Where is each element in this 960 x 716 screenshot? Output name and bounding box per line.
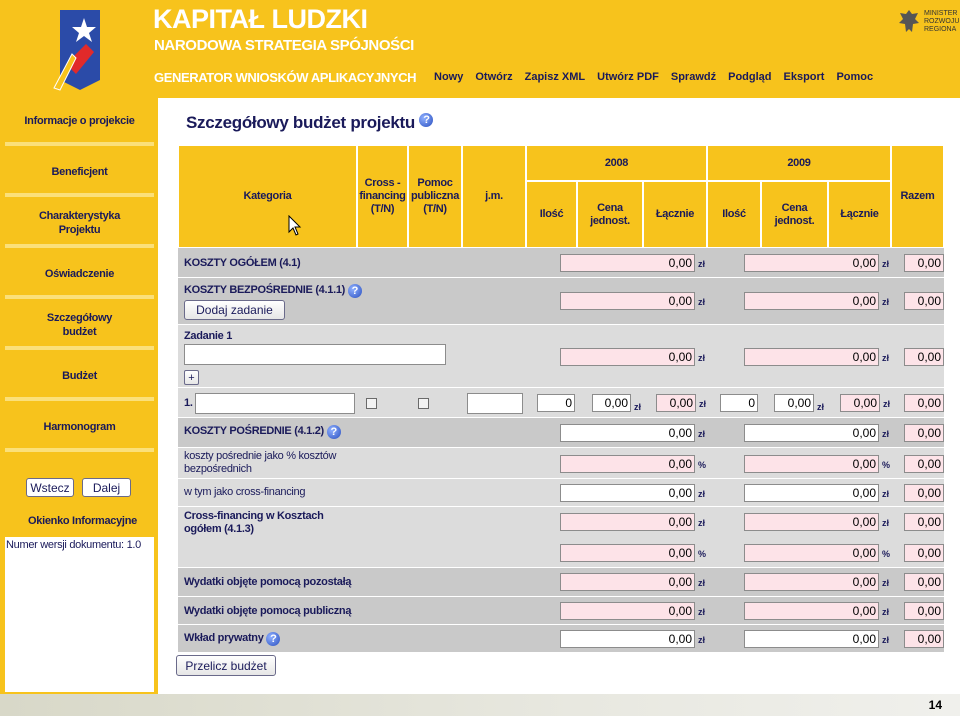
- cross-2009-field[interactable]: 0,00: [744, 484, 879, 502]
- unit-price-2008-input[interactable]: 0,00: [592, 394, 631, 412]
- menu-otworz[interactable]: Otwórz: [475, 71, 513, 83]
- help-icon[interactable]: ?: [327, 425, 341, 439]
- brand-subtitle: NARODOWA STRATEGIA SPÓJNOŚCI: [154, 37, 414, 54]
- menu-utworz-pdf[interactable]: Utwórz PDF: [597, 71, 659, 83]
- private-2009-field[interactable]: 0,00: [744, 630, 879, 648]
- unit-label: %: [698, 549, 707, 559]
- row-label: KOSZTY OGÓŁEM (4.1): [184, 257, 301, 269]
- lacznie-2008-field[interactable]: 0,00: [560, 348, 695, 366]
- menu-sprawdz[interactable]: Sprawdź: [670, 71, 717, 83]
- row-koszty-posrednie: [178, 418, 944, 448]
- header-pomoc-publiczna: Pomoc publiczna (T/N): [408, 145, 462, 248]
- razem-field[interactable]: 0,00: [904, 292, 944, 310]
- indirect-2009-field[interactable]: 0,00: [744, 424, 879, 442]
- row-koszty-bezposrednie: [178, 278, 944, 325]
- brand-title: KAPITAŁ LUDZKI: [153, 4, 368, 34]
- sidebar-item-oswiadczenie[interactable]: Oświadczenie: [5, 253, 154, 299]
- unit-label: zł: [698, 429, 706, 439]
- sidebar-item-harmonogram[interactable]: Harmonogram: [5, 406, 154, 452]
- razem-field[interactable]: 0,00: [904, 254, 944, 272]
- sidebar-item-beneficjent[interactable]: Beneficjent: [5, 151, 154, 197]
- unit-label: zł: [883, 399, 891, 409]
- page-title: Szczegółowy budżet projektu ?: [186, 113, 433, 133]
- row-label: 1.: [184, 397, 193, 409]
- razem-field[interactable]: 0,00: [904, 348, 944, 366]
- header-razem: Razem: [891, 145, 944, 248]
- other-aid-2009-field[interactable]: 0,00: [744, 573, 879, 591]
- top-menu: [434, 71, 885, 83]
- razem-field[interactable]: 0,00: [904, 394, 944, 412]
- private-2008-field[interactable]: 0,00: [560, 630, 695, 648]
- unit-label: zł: [882, 518, 890, 528]
- row-label: Wkład prywatny ?: [184, 632, 280, 646]
- add-task-button[interactable]: Dodaj zadanie: [184, 300, 285, 320]
- header-cena-2008: Cena jednost.: [577, 181, 643, 248]
- sidebar-item-charakterystyka[interactable]: Charakterystyka Projektu: [5, 202, 154, 248]
- row-posrednie-procent: [178, 448, 944, 479]
- row-label: Wydatki objęte pomocą pozostałą: [184, 576, 352, 588]
- row-wklad-prywatny: [178, 625, 944, 653]
- unit-label: zł: [698, 489, 706, 499]
- lacznie-2009-field[interactable]: 0,00: [744, 254, 879, 272]
- unit-price-2009-input[interactable]: 0,00: [774, 394, 814, 412]
- razem-field[interactable]: 0,00: [904, 424, 944, 442]
- unit-label: zł: [698, 297, 706, 307]
- row-koszty-ogolem: [178, 248, 944, 278]
- percent-2009-field[interactable]: 0,00: [744, 455, 879, 473]
- header-lacznie-2008: Łącznie: [643, 181, 707, 248]
- unit-label: zł: [882, 259, 890, 269]
- row-label: KOSZTY POŚREDNIE (4.1.2) ?: [184, 425, 341, 439]
- percent-2008-field[interactable]: 0,00: [560, 455, 695, 473]
- quantity-2009-input[interactable]: 0: [720, 394, 758, 412]
- cross-financing-checkbox[interactable]: [366, 398, 377, 409]
- help-icon[interactable]: ?: [348, 284, 362, 298]
- sidebar-item-szczegolowy-budzet[interactable]: Szczegółowy budżet: [5, 304, 154, 350]
- razem-field[interactable]: 0,00: [904, 630, 944, 648]
- header-kategoria: Kategoria: [178, 145, 357, 248]
- ministry-text: MINISTER ROZWOJU REGIONA: [924, 10, 960, 33]
- unit-label: zł: [698, 259, 706, 269]
- unit-label: %: [882, 460, 891, 470]
- recalculate-budget-button[interactable]: Przelicz budżet: [176, 655, 276, 676]
- row-label: Zadanie 1: [184, 330, 233, 342]
- header-year-2009: 2009: [707, 145, 891, 181]
- unit-label: zł: [698, 635, 706, 645]
- help-icon[interactable]: ?: [419, 113, 433, 127]
- footer-bar: [0, 694, 960, 716]
- unit-measure-input[interactable]: [467, 393, 523, 414]
- menu-zapisz-xml[interactable]: Zapisz XML: [524, 71, 586, 83]
- position-name-input[interactable]: [195, 393, 355, 414]
- razem-field[interactable]: 0,00: [904, 544, 944, 562]
- add-position-button[interactable]: +: [184, 370, 199, 385]
- indirect-2008-field[interactable]: 0,00: [560, 424, 695, 442]
- lacznie-2008-field[interactable]: 0,00: [560, 254, 695, 272]
- unit-label: zł: [882, 429, 890, 439]
- unit-label: zł: [882, 635, 890, 645]
- razem-field[interactable]: 0,00: [904, 484, 944, 502]
- header-cross-financing: Cross - financing (T/N): [357, 145, 408, 248]
- razem-field[interactable]: 0,00: [904, 573, 944, 591]
- unit-label: zł: [882, 607, 890, 617]
- row-label: Cross-financing w Kosztach ogółem (4.1.3): [184, 510, 324, 535]
- cross-pct-2008-field[interactable]: 0,00: [560, 544, 695, 562]
- row-label: w tym jako cross-financing: [184, 486, 306, 498]
- generator-title: GENERATOR WNIOSKÓW APLIKACYJNYCH: [154, 70, 417, 85]
- sidebar-item-budzet[interactable]: Budżet: [5, 355, 154, 401]
- razem-field[interactable]: 0,00: [904, 455, 944, 473]
- lacznie-2008-field[interactable]: 0,00: [560, 292, 695, 310]
- row-cross-financing: [178, 479, 944, 507]
- unit-label: zł: [882, 489, 890, 499]
- header-cena-2009: Cena jednost.: [761, 181, 828, 248]
- row-zadanie: [178, 325, 944, 388]
- budget-table: [178, 145, 944, 653]
- page-number: 14: [928, 698, 942, 712]
- sidebar-item-informacje[interactable]: Informacje o projekcie: [5, 100, 154, 146]
- header-banner: [0, 0, 960, 98]
- info-panel-text: Numer wersji dokumentu: 1.0: [6, 539, 141, 551]
- row-wydatki-pozostala: [178, 568, 944, 597]
- unit-label: zł: [882, 297, 890, 307]
- help-icon[interactable]: ?: [266, 632, 280, 646]
- unit-label: zł: [698, 353, 706, 363]
- row-cross-ogolem: [178, 507, 944, 568]
- unit-label: %: [882, 549, 891, 559]
- header-ilosc-2009: Ilość: [707, 181, 761, 248]
- task-name-input[interactable]: [184, 344, 446, 365]
- public-aid-2009-field[interactable]: 0,00: [744, 602, 879, 620]
- cross-total-2009-field[interactable]: 0,00: [744, 513, 879, 531]
- unit-label: zł: [698, 607, 706, 617]
- header-ilosc-2008: Ilość: [526, 181, 577, 248]
- cross-2008-field[interactable]: 0,00: [560, 484, 695, 502]
- header-lacznie-2009: Łącznie: [828, 181, 891, 248]
- quantity-2008-input[interactable]: 0: [537, 394, 575, 412]
- next-button[interactable]: Dalej: [82, 478, 131, 497]
- info-panel-title: Okienko Informacyjne: [28, 515, 137, 527]
- eagle-emblem-icon: [898, 8, 920, 36]
- mouse-cursor-icon: [288, 215, 302, 237]
- total-2009-field[interactable]: 0,00: [840, 394, 880, 412]
- cross-total-2008-field[interactable]: 0,00: [560, 513, 695, 531]
- menu-eksport[interactable]: Eksport: [783, 71, 825, 83]
- row-label: Wydatki objęte pomocą publiczną: [184, 605, 352, 617]
- menu-pomoc[interactable]: Pomoc: [836, 71, 874, 83]
- unit-label: zł: [882, 578, 890, 588]
- header-year-2008: 2008: [526, 145, 707, 181]
- menu-podglad[interactable]: Podgląd: [728, 71, 772, 83]
- lacznie-2009-field[interactable]: 0,00: [744, 292, 879, 310]
- unit-label: zł: [698, 578, 706, 588]
- total-2008-field[interactable]: 0,00: [656, 394, 696, 412]
- back-button[interactable]: Wstecz: [26, 478, 74, 497]
- row-label: KOSZTY BEZPOŚREDNIE (4.1.1) ?: [184, 284, 362, 298]
- kapital-ludzki-logo: [46, 4, 108, 92]
- lacznie-2009-field[interactable]: 0,00: [744, 348, 879, 366]
- other-aid-2008-field[interactable]: 0,00: [560, 573, 695, 591]
- info-panel: [5, 537, 154, 692]
- razem-field[interactable]: 0,00: [904, 513, 944, 531]
- razem-field[interactable]: 0,00: [904, 602, 944, 620]
- unit-label: zł: [698, 518, 706, 528]
- public-aid-2008-field[interactable]: 0,00: [560, 602, 695, 620]
- row-label: koszty pośrednie jako % kosztów bezpośrednich: [184, 450, 337, 475]
- cross-pct-2009-field[interactable]: 0,00: [744, 544, 879, 562]
- unit-label: zł: [699, 399, 707, 409]
- unit-label: zł: [882, 353, 890, 363]
- row-wydatki-publiczna: [178, 597, 944, 625]
- unit-label: zł: [817, 402, 825, 412]
- header-jm: j.m.: [462, 145, 526, 248]
- unit-label: %: [698, 460, 707, 470]
- public-aid-checkbox[interactable]: [418, 398, 429, 409]
- row-position-1: [178, 388, 944, 418]
- menu-nowy[interactable]: Nowy: [434, 71, 464, 83]
- unit-label: zł: [634, 402, 642, 412]
